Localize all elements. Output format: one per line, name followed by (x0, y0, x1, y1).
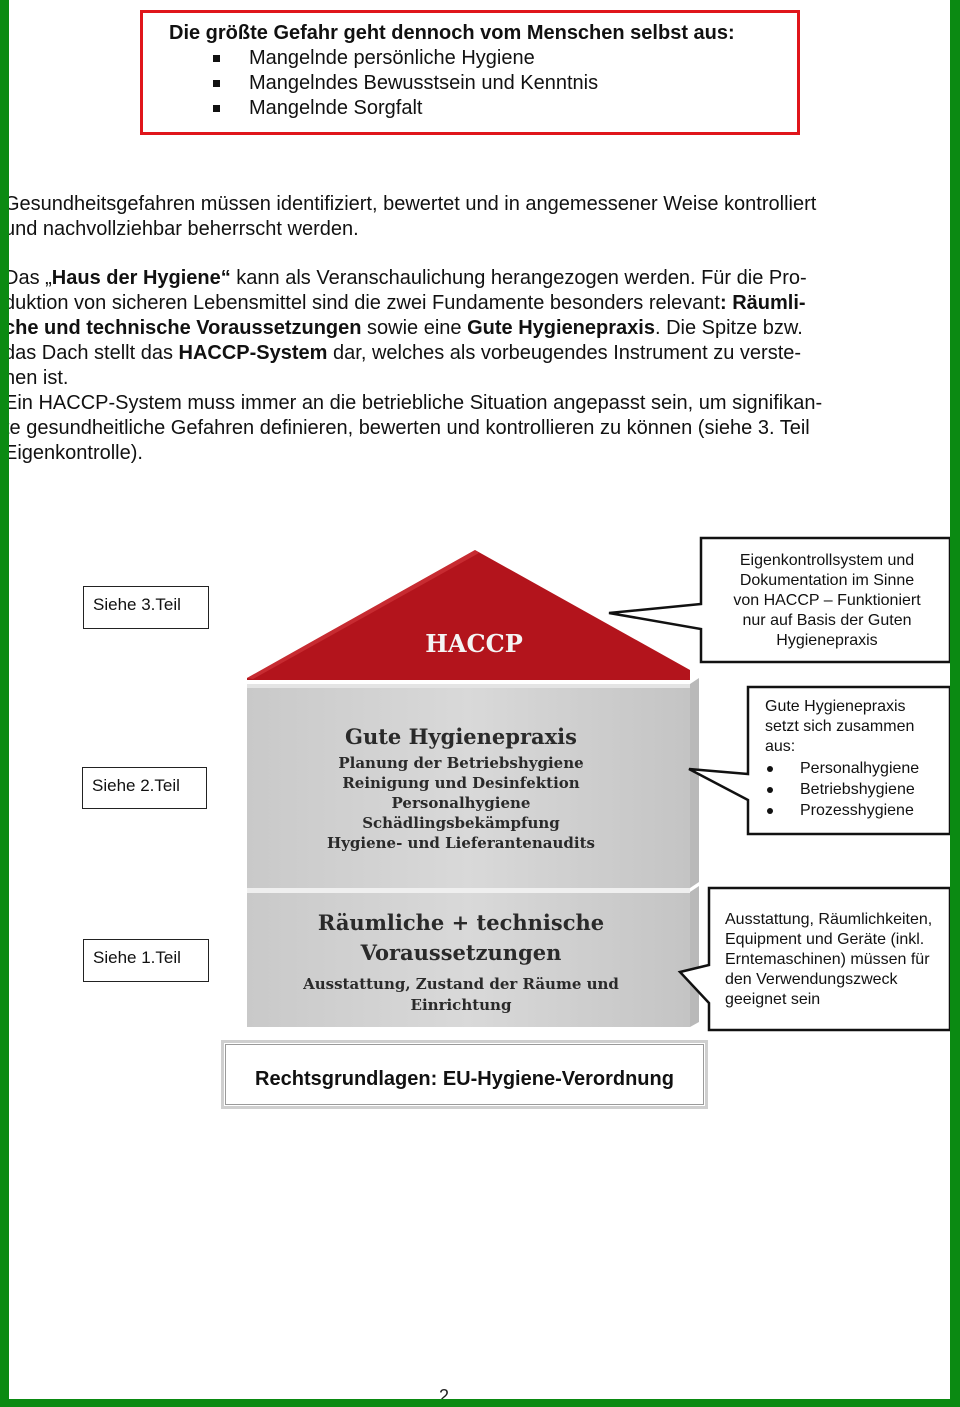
base-subtitle: Ausstattung, Zustand der Räume und Einrichtung (303, 975, 619, 1014)
text-line: Ein HACCP-System muss immer an die betriebliche Situation angepasst sein, um signifikan- (4, 392, 823, 414)
list-item: Hygiene- und Lieferantenaudits (327, 834, 595, 852)
roof-label: HACCP (425, 629, 523, 658)
warning-title: Die größte Gefahr geht dennoch vom Menschen selbst aus: (169, 22, 735, 44)
callout-ghp-text: Gute Hygienepraxis setzt sich zusammen aus: Personalhygiene Betriebshygiene Prozesshygiene (765, 697, 950, 821)
list-item: Mangelndes Bewusstsein und Kenntnis (213, 71, 598, 96)
list-item: Personalhygiene (765, 758, 950, 779)
text-line: und nachvollziehbar beherrscht werden. (4, 218, 359, 240)
ref-box-teil2: Siehe 2.Teil (82, 767, 207, 809)
list-item: Prozesshygiene (765, 800, 950, 821)
text-line: Eigenkontrolle). (4, 442, 143, 464)
middle-title: Gute Hygienepraxis (345, 724, 577, 749)
text-line: duktion von sicheren Lebensmittel sind die zwei Fundamente besonders relevant: Räumli- (4, 292, 806, 314)
text-line: das Dach stellt das HACCP-System dar, welches als vorbeugendes Instrument zu verste- (4, 342, 802, 364)
ghp-list (765, 758, 950, 821)
callout-haccp-text: Eigenkontrollsystem und Dokumentation im Sinne von HACCP – Funktioniert nur auf Basis der Guten Hygienepraxis (733, 552, 921, 649)
legal-basis-box: Rechtsgrundlagen: EU-Hygiene-Verordnung (221, 1040, 708, 1109)
list-item: Planung der Betriebshygiene (338, 754, 584, 772)
text-line: hen ist. (4, 367, 69, 389)
list-item: Mangelnde persönliche Hygiene (213, 46, 598, 71)
list-item: Reinigung und Desinfektion (342, 774, 580, 792)
list-item: Schädlingsbekämpfung (362, 814, 560, 832)
list-item: Betriebshygiene (765, 779, 950, 800)
text-line: Das „Haus der Hygiene“ kann als Veranschaulichung herangezogen werden. Für die Pro- (4, 267, 807, 289)
base-title: Räumliche + technische Voraussetzungen (317, 910, 605, 965)
ref-box-teil3: Siehe 3.Teil (83, 586, 209, 629)
page-number: 2 (439, 1386, 450, 1406)
text-line: che und technische Voraussetzungen sowie eine Gute Hygienepraxis. Die Spitze bzw. (4, 317, 803, 339)
text-line: te gesundheitliche Gefahren definieren, bewerten und kontrollieren zu können (siehe 3. Teil (4, 417, 810, 439)
ref-box-teil1: Siehe 1.Teil (83, 939, 209, 982)
callout-equipment-text: Ausstattung, Räumlichkeiten, Equipment und Geräte (inkl. Erntemaschinen) müssen für den Verwendungszweck geeignet sein (725, 911, 933, 1008)
list-item: Mangelnde Sorgfalt (213, 96, 598, 121)
document-page (4, 0, 950, 1406)
middle-items (247, 753, 675, 853)
text-line: Gesundheitsgefahren müssen identifiziert, bewertet und in angemessener Weise kontrolliert (4, 193, 817, 215)
list-item: Personalhygiene (391, 794, 531, 812)
